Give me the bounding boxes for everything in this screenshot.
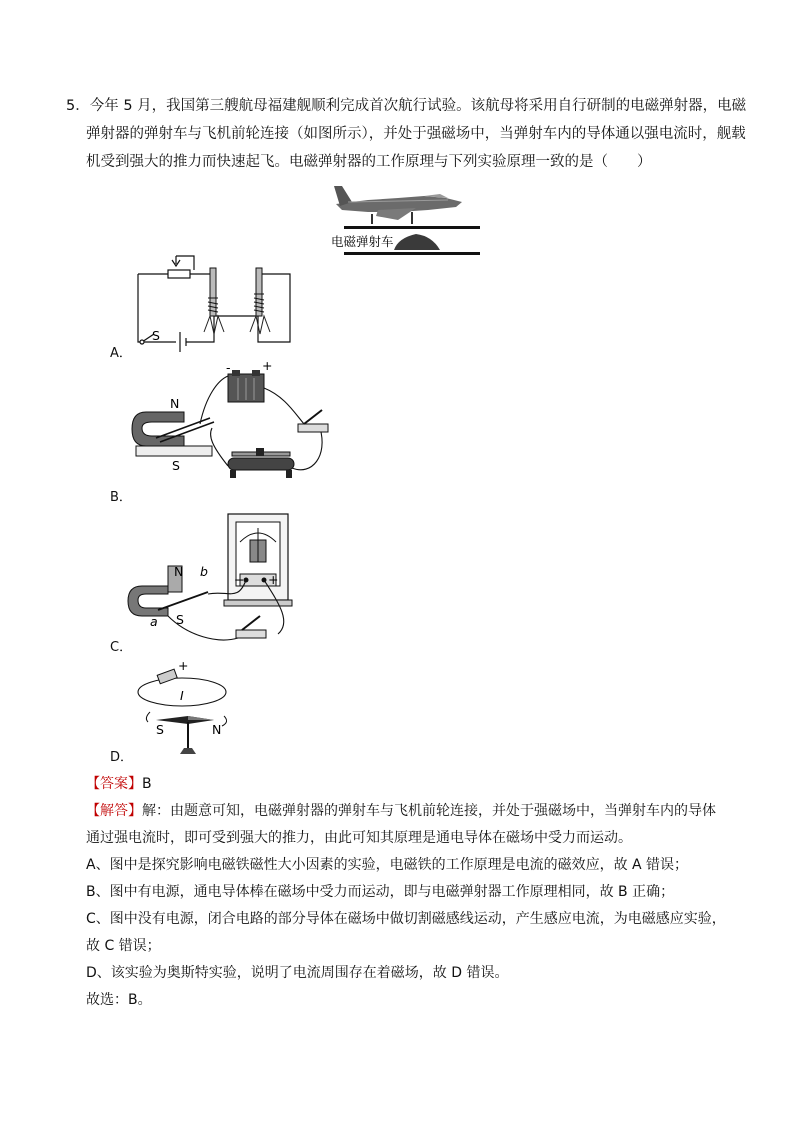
figure-label: 电磁弹射车 [331, 234, 394, 249]
rail-top [344, 226, 480, 229]
galvanometer [224, 514, 292, 606]
knife-switch-c [236, 616, 266, 638]
question-line-3: 机受到强大的推力而快速起飞。电磁弹射器的工作原理与下列实验原理一致的是（ ） [86, 154, 652, 170]
answer-tag: 【答案】 [86, 776, 142, 792]
rail-bottom [344, 252, 480, 255]
svg-text:−: − [234, 572, 245, 587]
svg-text:+: + [262, 358, 273, 373]
analysis-line-1: 【解答】解：由题意可知，电磁弹射器的弹射车与飞机前轮连接，并处于强磁场中，当弹射车内的导体 [86, 803, 716, 819]
svg-text:b: b [200, 564, 208, 579]
battery [226, 358, 272, 402]
jet-plane-image [334, 186, 462, 224]
analysis-line-6: 故 C 错误； [86, 938, 161, 954]
answer-line [86, 774, 152, 794]
rheostat [228, 448, 294, 478]
shuttle-car [394, 234, 440, 250]
battery-d [157, 669, 177, 684]
svg-text:N: N [174, 564, 184, 579]
option-c-figure [128, 512, 300, 650]
svg-text:N: N [212, 722, 222, 737]
option-b-figure [132, 358, 332, 498]
svg-text:a: a [150, 614, 158, 629]
option-b-label: B． [110, 490, 132, 505]
analysis-line-2: 通过强电流时，即可受到强大的推力，由此可知其原理是通电导体在磁场中受力而运动。 [86, 830, 632, 846]
analysis-line-5: C、图中没有电源，闭合电路的部分导体在磁场中做切割磁感线运动，产生感应电流，为电磁感应实验， [86, 911, 726, 927]
analysis-line-7: D、该实验为奥斯特实验，说明了电流周围存在着磁场，故 D 错误。 [86, 965, 509, 981]
option-a-label: A． [110, 346, 132, 361]
svg-text:+: + [178, 658, 189, 673]
compass-needle [156, 716, 214, 754]
analysis-line-8: 故选：B。 [86, 992, 152, 1008]
question-number: 5． [66, 98, 90, 114]
analysis-line-4: B、图中有电源，通电导体棒在磁场中受力而运动，即与电磁弹射器工作原理相同，故 B 正确； [86, 884, 675, 900]
svg-text:N: N [170, 396, 180, 411]
answer-value: B [142, 776, 152, 792]
option-d-label: D． [110, 750, 134, 765]
electromagnet-right [250, 268, 270, 334]
svg-text:I: I [180, 688, 184, 703]
svg-text:-: - [226, 360, 231, 375]
analysis-line-3: A、图中是探究影响电磁铁磁性大小因素的实验，电磁铁的工作原理是电流的磁效应，故 A 错误； [86, 857, 689, 873]
question-line-1: 5．今年 5 月，我国第三艘航母福建舰顺利完成首次航行试验。该航母将采用自行研制的电磁弹射器，电磁 [66, 98, 747, 114]
option-a-figure [134, 254, 294, 354]
knife-switch [298, 410, 328, 432]
option-d-figure [134, 660, 244, 760]
catapult-figure [328, 180, 488, 256]
u-magnet [132, 396, 214, 473]
option-c-label: C． [110, 640, 133, 655]
svg-text:S: S [172, 458, 180, 473]
question-line-2: 弹射器的弹射车与飞机前轮连接（如图所示），并处于强磁场中，当弹射车内的导体通以强电流时，舰载 [86, 126, 746, 142]
svg-text:+: + [268, 572, 279, 587]
u-magnet-c [128, 564, 208, 629]
svg-text:S: S [176, 612, 184, 627]
switch-label: S [152, 328, 160, 343]
svg-text:S: S [156, 722, 164, 737]
analysis-tag: 【解答】 [86, 803, 142, 819]
